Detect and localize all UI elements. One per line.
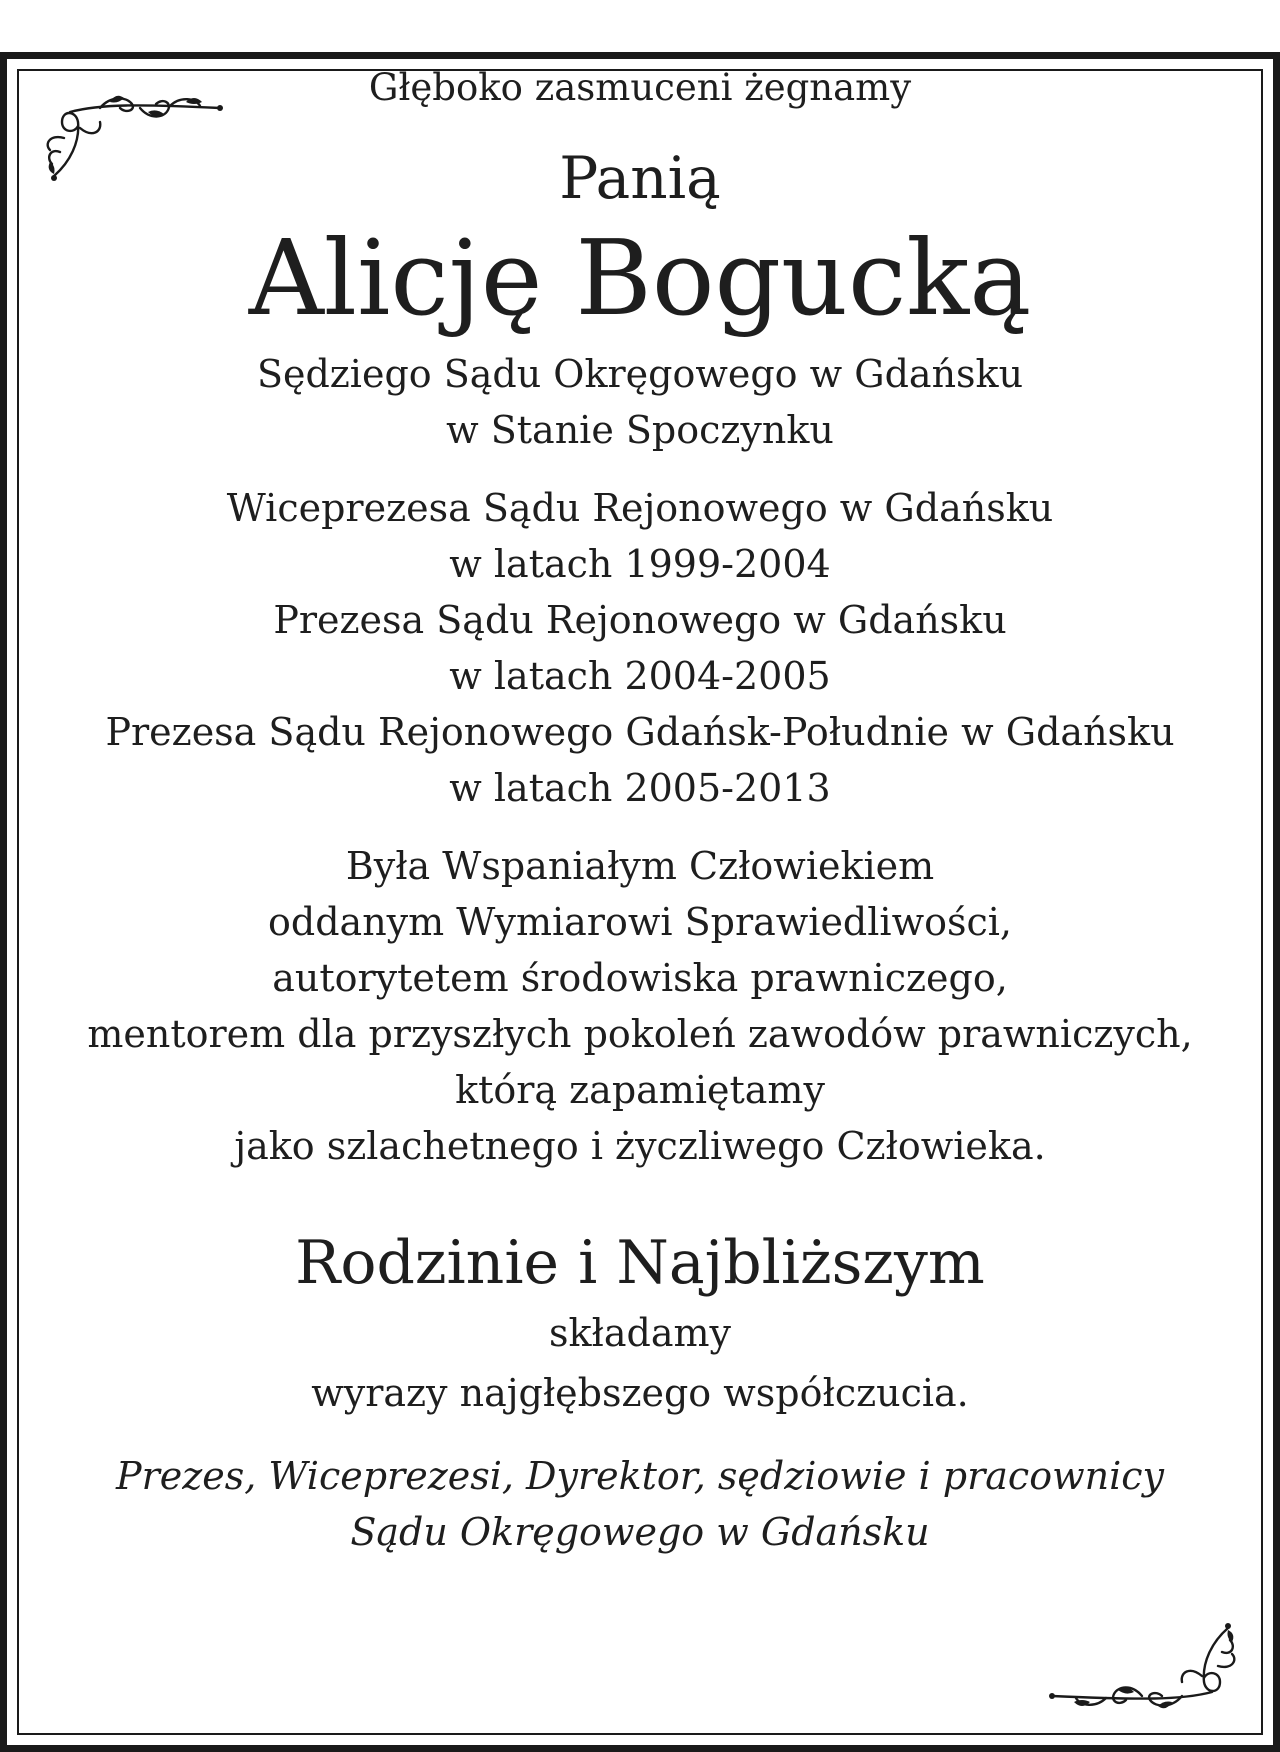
tribute-line: którą zapamiętamy: [455, 1068, 825, 1112]
career-line: Wiceprezesa Sądu Rejonowego w Gdańsku: [226, 486, 1054, 530]
condolence-block: [0, 1304, 1280, 1422]
intro-text: Głęboko zasmuceni żegnamy: [368, 66, 912, 109]
career-line: Prezesa Sądu Rejonowego w Gdańsku: [273, 598, 1007, 642]
career-line: w latach 1999-2004: [449, 542, 831, 586]
tribute-line: autorytetem środowiska prawniczego,: [272, 956, 1008, 1000]
career-line: Prezesa Sądu Rejonowego Gdańsk-Południe w Gdańsku: [105, 710, 1175, 754]
deceased-name: Alicję Bogucką: [248, 217, 1032, 339]
tribute-block: [0, 838, 1280, 1174]
floral-corner-ornament-icon: [1042, 1612, 1242, 1712]
honorific-text: Panią: [559, 144, 721, 212]
signature-block: [0, 1448, 1280, 1560]
title-line: Sędziego Sądu Okręgowego w Gdańsku: [256, 352, 1024, 396]
tribute-line: oddanym Wymiarowi Sprawiedliwości,: [268, 900, 1012, 944]
condolence-line: wyrazy najgłębszego współczucia.: [311, 1371, 969, 1415]
tribute-line: Była Wspaniałym Człowiekiem: [345, 844, 935, 888]
signature-line: Prezes, Wiceprezesi, Dyrektor, sędziowie i pracownicy: [116, 1454, 1164, 1498]
condolence-line: składamy: [549, 1311, 731, 1355]
signature-line: Sądu Okręgowego w Gdańsku: [350, 1510, 930, 1554]
family-heading: Rodzinie i Najbliższym: [295, 1228, 985, 1298]
career-line: w latach 2004-2005: [449, 654, 831, 698]
tribute-line: jako szlachetnego i życzliwego Człowieka.: [234, 1124, 1046, 1168]
career-line: w latach 2005-2013: [449, 766, 831, 810]
title-line: w Stanie Spoczynku: [446, 408, 834, 452]
career-block: [0, 480, 1280, 816]
obituary-content: [0, 58, 1280, 1560]
tribute-line: mentorem dla przyszłych pokoleń zawodów prawniczych,: [87, 1012, 1193, 1056]
title-block: [0, 346, 1280, 458]
